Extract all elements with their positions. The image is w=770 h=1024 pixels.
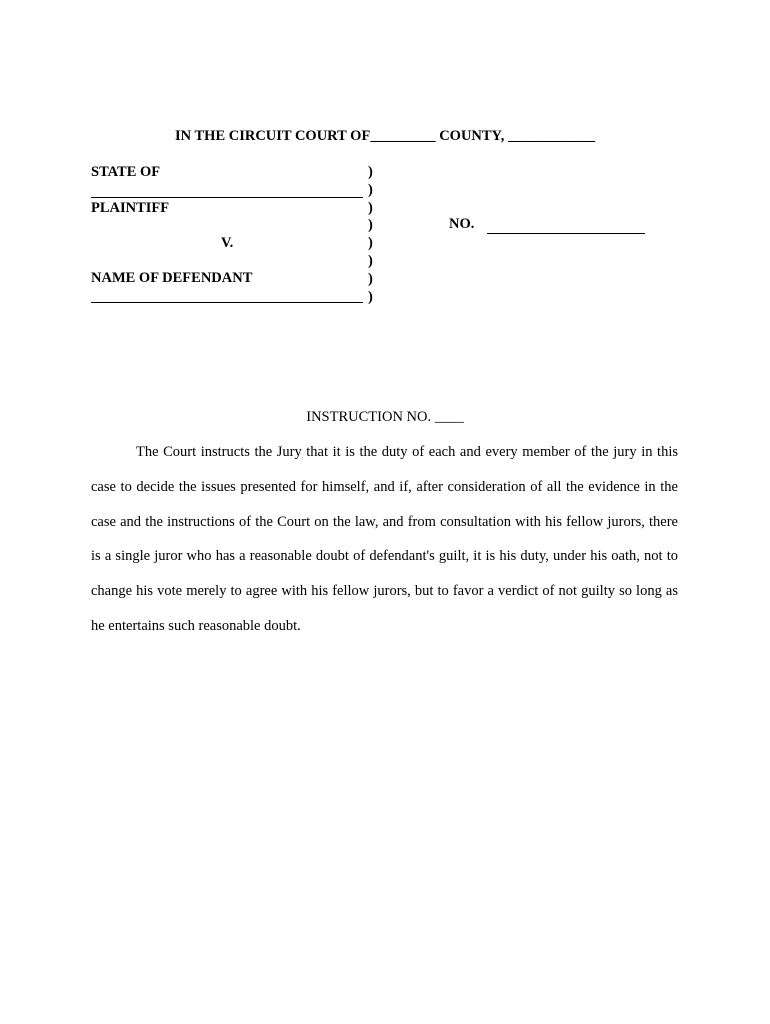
caption-paren: ) (368, 288, 373, 305)
instruction-body: The Court instructs the Jury that it is the duty of each and every member of the jury in this case to decide the issues presented for himself, and if, after consideration of all the evidence in the case and the instructions of the Court on the law, and from consultation with his fellow jurors, there is a single juror who has a reasonable doubt of defendant's guilt, it is his duty, under his oath, not to change his vote merely to agree with his fellow jurors, but to favor a verdict of not guilty so long as he entertains such reasonable doubt. (91, 444, 678, 634)
caption-paren: ) (368, 270, 373, 287)
case-number-line (487, 233, 645, 234)
caption-paren: ) (368, 181, 373, 198)
defendant-label: NAME OF DEFENDANT (91, 270, 253, 286)
versus-label: V. (221, 235, 234, 251)
case-number-label: NO. (449, 216, 475, 232)
plaintiff-label: PLAINTIFF (91, 200, 170, 216)
court-heading: IN THE CIRCUIT COURT OF_________ COUNTY, ____________ (175, 128, 595, 144)
plaintiff-header: STATE OF (91, 164, 161, 180)
caption-paren: ) (368, 164, 373, 180)
caption-paren-column (368, 164, 373, 306)
caption-paren: ) (368, 217, 373, 234)
instruction-title: INSTRUCTION NO. ____ (306, 409, 464, 425)
caption-paren: ) (368, 252, 373, 269)
caption-paren: ) (368, 199, 373, 216)
plaintiff-name-line (91, 197, 363, 198)
caption-paren: ) (368, 235, 373, 252)
defendant-name-line (91, 302, 363, 303)
